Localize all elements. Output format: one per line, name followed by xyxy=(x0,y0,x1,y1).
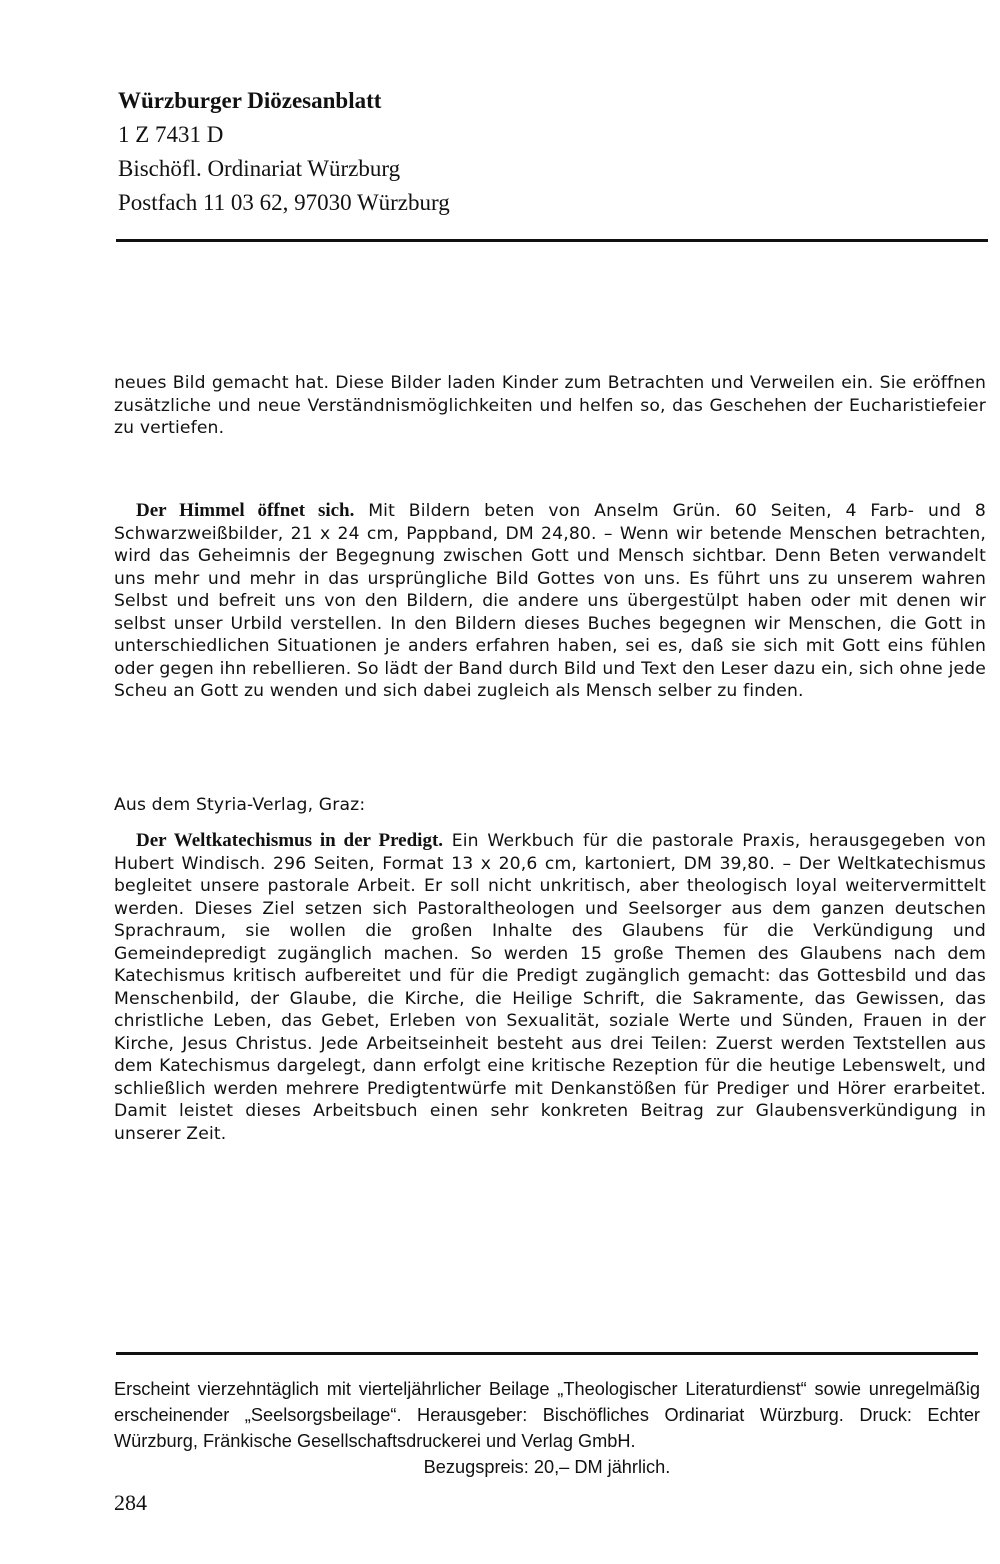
publisher-line: Aus dem Styria-Verlag, Graz: xyxy=(114,795,366,815)
review-weltkatechismus-text: Ein Werkbuch für die pastorale Praxis, herausgegeben von Hubert Windisch. 296 Seiten, Format 13 x 20,6 cm, kartoniert, DM 39,80. – Der Weltkatechismus begleitet unsere pastorale Arbeit. Er soll nicht unkritisch, aber theologisch loyal weitervermittelt werden. Dieses Ziel setzen sich Pastoraltheologen und Seelsorger aus dem ganzen deutschen Sprachraum, sie wollen die großen Inhalte des Glaubens für die Verkündigung und Gemeindepredigt zugänglich machen. So werden 15 große Themen des Glaubens nach dem Katechismus kritisch aufbereitet und für die Predigt zugänglich gemacht: das Gottesbild und das Menschenbild, der Glaube, die Kirche, die Heilige Schrift, die Sakramente, das Gewissen, das christliche Leben, das Gebet, Erleben von Sexualität, soziale Werte und Sünden, Frauen in der Kirche, Jesus Christus. Jede Arbeitseinheit besteht aus drei Teilen: Zuerst werden Textstellen aus dem Katechismus dargelegt, dann erfolgt eine kritische Rezeption für die heutige Lebenswelt, und schließlich werden mehrere Predigtentwürfe mit Denkanstößen für Prediger und Hörer erarbeitet. Damit leistet dieses Arbeitsbuch einen sehr konkreten Beitrag zur Glaubensverkündigung in unserer Zeit. xyxy=(114,831,986,1144)
masthead xyxy=(118,84,878,220)
masthead-address: Postfach 11 03 62, 97030 Würzburg xyxy=(118,190,450,215)
review-himmel xyxy=(114,500,986,703)
masthead-title: Würzburger Diözesanblatt xyxy=(118,88,382,113)
imprint-text: Erscheint vierzehntäglich mit vierteljährlicher Beilage „Theologischer Literaturdienst“ sowie unregelmäßig erscheinender „Seelsorgsbeilage“. Herausgeber: Bischöfliches Ordinariat Würzburg. Druck: Echter Würzburg, Fränkische Gesellschaftsdruckerei und Verlag GmbH. xyxy=(114,1379,980,1451)
review-weltkatechismus xyxy=(114,830,986,1145)
page-number: 284 xyxy=(114,1490,147,1515)
masthead-office: Bischöfl. Ordinariat Würzburg xyxy=(118,156,401,181)
review-himmel-text: Mit Bildern beten von Anselm Grün. 60 Seiten, 4 Farb- und 8 Schwarzweißbilder, 21 x 24 cm, Pappband, DM 24,80. – Wenn wir betende Menschen betrachten, wird das Geheimnis der Begegnung zwischen Gott und Mensch sichtbar. Denn Beten verwandelt uns mehr und mehr in das ursprüngliche Bild Gottes von uns. Es führt uns zu unserem wahren Selbst und befreit uns von den Bildern, die andere uns übergestülpt haben oder mit denen wir selbst unser Urbild verstellen. In den Bildern dieses Buches begegnen wir Menschen, die Gott in unterschiedlichen Situationen je anders erfahren haben, sei es, daß sie sich mit Gott eins fühlen oder gegen ihn rebellieren. So lädt der Band durch Bild und Text den Leser dazu ein, sich ohne jede Scheu an Gott zu wenden und sich dabei zugleich als Mensch selber zu finden. xyxy=(114,501,986,701)
review-himmel-title: Der Himmel öffnet sich. xyxy=(136,500,355,521)
continuation-paragraph: neues Bild gemacht hat. Diese Bilder laden Kinder zum Betrachten und Verweilen ein. Sie eröffnen zusätzliche und neue Verständnismöglichkeiten und helfen so, das Geschehen der Eucharistiefeier zu vertiefen. xyxy=(114,373,986,438)
footer-divider xyxy=(116,1352,978,1355)
masthead-code: 1 Z 7431 D xyxy=(118,122,224,147)
review-weltkatechismus-title: Der Weltkatechismus in der Predigt. xyxy=(136,830,444,851)
imprint xyxy=(114,1376,980,1480)
header-divider xyxy=(116,239,988,242)
subscription-price: Bezugspreis: 20,– DM jährlich. xyxy=(423,1457,671,1477)
